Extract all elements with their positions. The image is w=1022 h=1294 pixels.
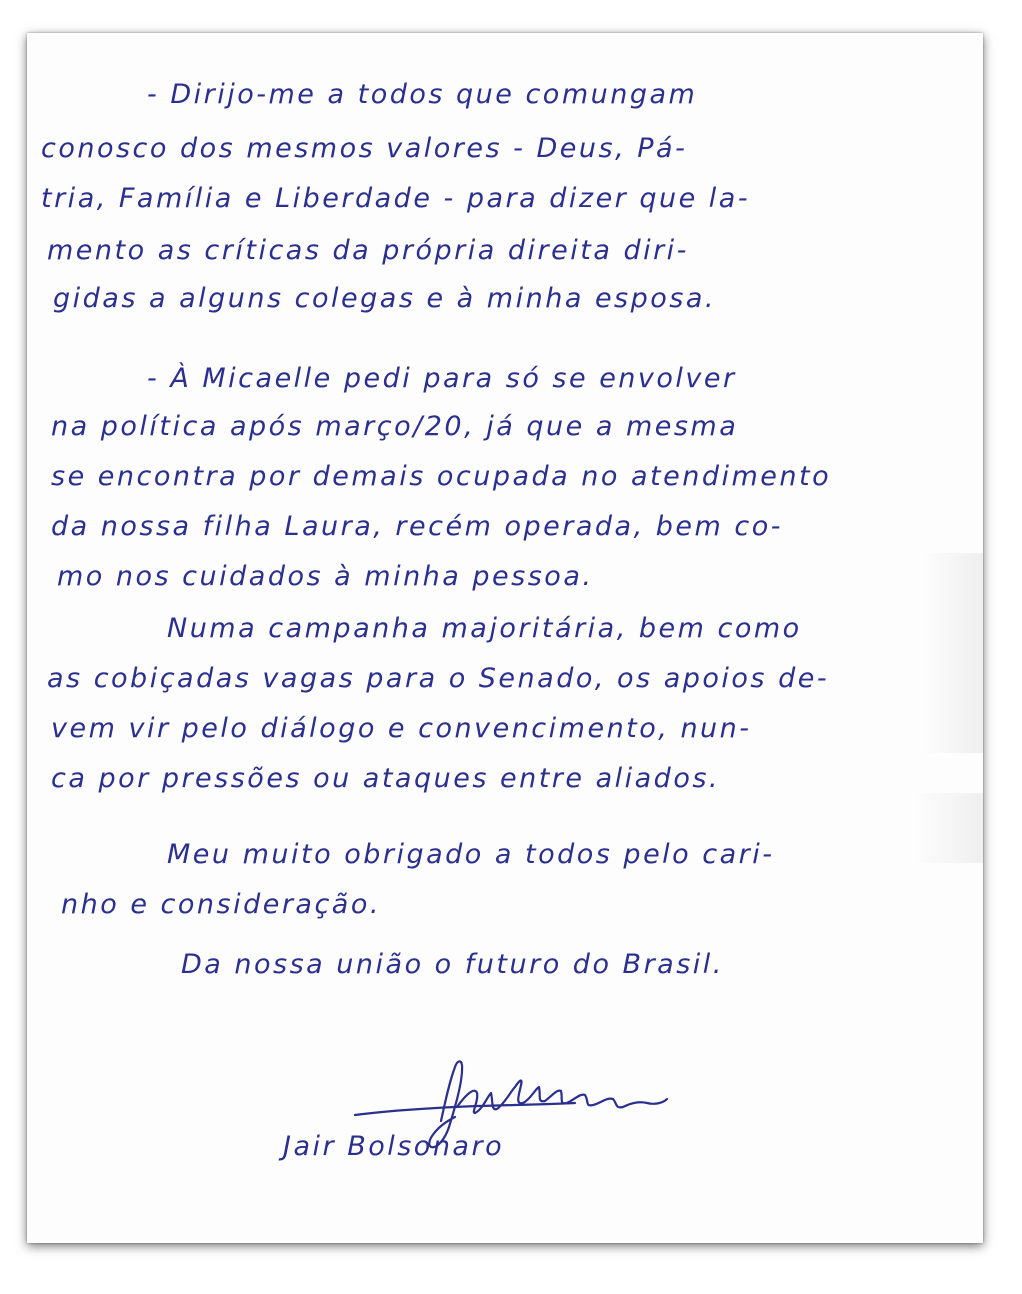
scan-shadow-lower (913, 793, 983, 863)
letter-line-8: se encontra por demais ocupada no atendimento (51, 461, 832, 492)
letter-line-4: mento as críticas da própria direita diri- (47, 235, 689, 266)
letter-line-7: na política após março/20, já que a mesma (51, 411, 739, 442)
letter-line-16: nho e consideração. (61, 889, 381, 920)
letter-line-11: Numa campanha majoritária, bem como (167, 613, 802, 644)
signature-name: Jair Bolsonaro (283, 1131, 505, 1162)
letter-line-6: - À Micaelle pedi para só se envolver (147, 363, 737, 394)
letter-line-1: - Dirijo-me a todos que comungam (147, 79, 698, 110)
letter-line-17: Da nossa união o futuro do Brasil. (181, 949, 724, 980)
letter-sheet (27, 33, 983, 1243)
letter-line-3: tria, Família e Liberdade - para dizer que la- (41, 183, 751, 214)
letter-line-15: Meu muito obrigado a todos pelo cari- (167, 839, 775, 870)
letter-line-10: mo nos cuidados à minha pessoa. (57, 561, 594, 592)
letter-line-9: da nossa filha Laura, recém operada, bem co- (51, 511, 783, 542)
letter-line-5: gidas a alguns colegas e à minha esposa. (53, 283, 716, 314)
letter-line-12: as cobiçadas vagas para o Senado, os apoios de- (47, 663, 830, 694)
letter-line-2: conosco dos mesmos valores - Deus, Pá- (41, 133, 688, 164)
scan-shadow (923, 553, 983, 753)
letter-line-14: ca por pressões ou ataques entre aliados. (51, 763, 720, 794)
letter-line-13: vem vir pelo diálogo e convencimento, nun- (51, 713, 752, 744)
